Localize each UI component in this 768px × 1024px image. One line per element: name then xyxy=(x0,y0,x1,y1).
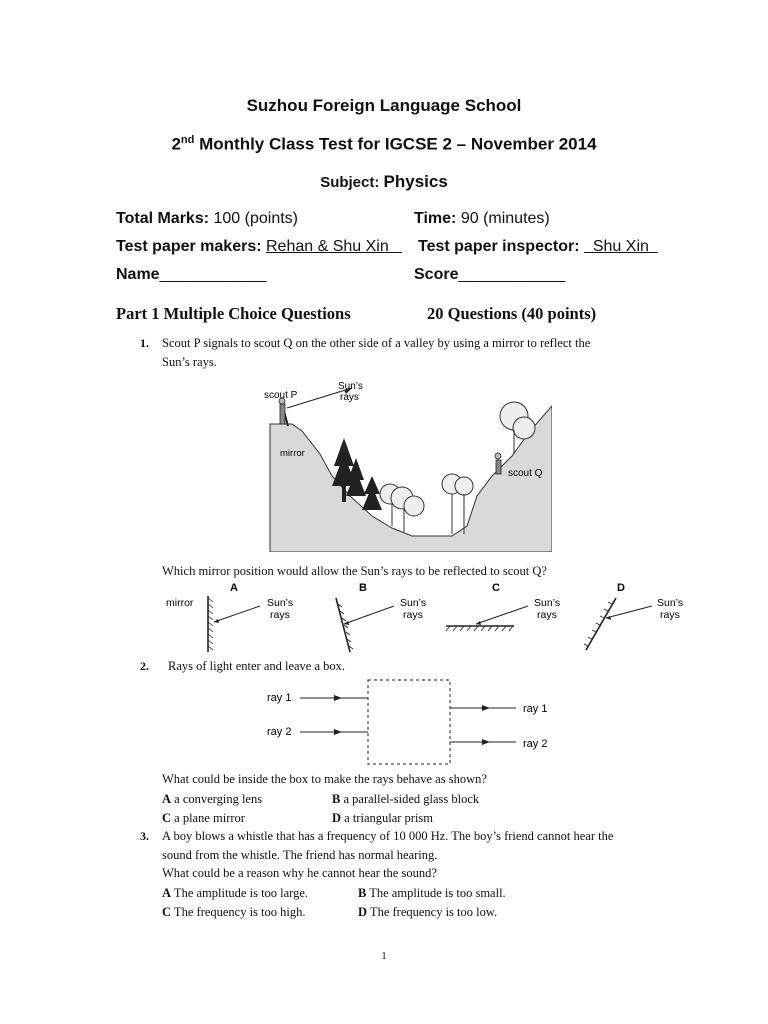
q3-option-d-letter: D xyxy=(358,905,368,919)
q2-ray1-out-label: ray 1 xyxy=(523,703,548,715)
score-label: Score xyxy=(414,266,459,283)
q1-question: Which mirror position would allow the Sun’s rays to be reflected to scout Q? xyxy=(162,564,547,578)
score-field xyxy=(414,266,565,284)
test-title xyxy=(0,134,768,155)
q2-option-d-letter: D xyxy=(332,811,342,825)
q2-ray2-out-label: ray 2 xyxy=(523,738,548,750)
q2-question: What could be inside the box to make the rays behave as shown? xyxy=(162,772,487,786)
time-value: 90 (minutes) xyxy=(460,210,550,227)
option-b-rays-line1: Sun’s xyxy=(400,597,427,609)
option-c-diagram xyxy=(446,597,560,631)
q3-option-b-letter: B xyxy=(358,886,367,900)
makers-value: Rehan & Shu Xin xyxy=(266,238,403,255)
option-b-diagram xyxy=(336,597,426,652)
total-marks-value: 100 (points) xyxy=(213,210,298,227)
test-paper-inspector xyxy=(418,238,658,256)
q2-option-c xyxy=(162,809,245,828)
inspector-label: Test paper inspector: xyxy=(418,238,584,255)
q2-text: Rays of light enter and leave a box. xyxy=(168,659,346,673)
option-d-diagram xyxy=(584,597,683,650)
q3-option-c xyxy=(162,903,306,922)
option-a-letter: A xyxy=(230,582,238,594)
q2-box-figure xyxy=(260,676,560,768)
part1-title: Part 1 Multiple Choice Questions xyxy=(116,304,351,323)
q3-option-d xyxy=(358,903,497,922)
part1-count: 20 Questions (40 points) xyxy=(427,304,597,323)
test-title-number: 2 xyxy=(171,134,181,154)
q3-text-line3: What could be a reason why he cannot hear the sound? xyxy=(162,866,437,880)
q3-option-c-letter: C xyxy=(162,905,172,919)
score-blank: ____________ xyxy=(458,266,566,283)
q2-option-a-text: a converging lens xyxy=(171,792,263,806)
q3-text-line1: A boy blows a whistle that has a frequency of 10 000 Hz. The boy’s friend cannot hear the xyxy=(162,829,614,843)
q2-number: 2. xyxy=(140,659,149,673)
subject-label: Subject: xyxy=(320,174,384,191)
time xyxy=(414,210,550,228)
scout-p-figure xyxy=(279,398,285,424)
scout-q-figure xyxy=(495,453,501,474)
q3-option-a-text: The amplitude is too large. xyxy=(171,886,309,900)
option-a-rays-line1: Sun’s xyxy=(267,597,294,609)
q2-ray2-in-label: ray 2 xyxy=(267,726,292,738)
subject-value: Physics xyxy=(383,172,448,191)
q2-option-c-text: a plane mirror xyxy=(171,811,245,825)
test-title-rest: Monthly Class Test for IGCSE 2 – November 2014 xyxy=(194,134,597,154)
q1-options-figure xyxy=(160,578,700,654)
q1-text-line2: Sun’s rays. xyxy=(162,355,217,369)
q1-number: 1. xyxy=(140,336,149,350)
q3-option-a xyxy=(162,884,308,903)
q3-option-b xyxy=(358,884,506,903)
label-rays: rays xyxy=(340,392,359,403)
q1-text-line1: Scout P signals to scout Q on the other side of a valley by using a mirror to reflect the xyxy=(162,336,591,350)
q3-option-c-text: The frequency is too high. xyxy=(171,905,306,919)
option-b-rays-line2: rays xyxy=(403,609,423,621)
option-a-rays-line2: rays xyxy=(270,609,290,621)
q3-option-b-text: The amplitude is too small. xyxy=(366,886,506,900)
option-c-letter: C xyxy=(492,582,500,594)
q1-valley-figure xyxy=(252,376,552,552)
option-d-letter: D xyxy=(617,582,625,594)
option-c-rays-line1: Sun’s xyxy=(534,597,561,609)
q2-option-b-letter: B xyxy=(332,792,341,806)
q3-option-d-text: The frequency is too low. xyxy=(367,905,498,919)
test-title-ordinal: nd xyxy=(180,134,195,146)
option-c-rays-line2: rays xyxy=(537,609,557,621)
label-mirror: mirror xyxy=(280,448,305,459)
label-suns: Sun’s xyxy=(338,381,363,392)
time-label: Time: xyxy=(414,210,461,227)
q2-option-d xyxy=(332,809,433,828)
label-scout-q: scout Q xyxy=(508,468,543,479)
option-a-mirror-label: mirror xyxy=(166,597,194,609)
total-marks xyxy=(116,210,298,228)
option-d-rays-line1: Sun’s xyxy=(657,597,684,609)
q3-text-line2: sound from the whistle. The friend has normal hearing. xyxy=(162,848,438,862)
test-paper-makers xyxy=(116,238,402,256)
name-field xyxy=(116,266,266,284)
q2-ray1-in-label: ray 1 xyxy=(267,692,292,704)
total-marks-label: Total Marks: xyxy=(116,210,214,227)
option-b-letter: B xyxy=(359,582,367,594)
name-label: Name xyxy=(116,266,160,283)
q2-option-b xyxy=(332,790,479,809)
page-number: 1 xyxy=(381,950,387,962)
name-blank: ____________ xyxy=(159,266,267,283)
q2-option-d-text: a triangular prism xyxy=(341,811,434,825)
makers-label: Test paper makers: xyxy=(116,238,266,255)
q3-number: 3. xyxy=(140,829,149,843)
q2-option-a xyxy=(162,790,262,809)
school-title: Suzhou Foreign Language School xyxy=(246,96,522,115)
q2-option-c-letter: C xyxy=(162,811,172,825)
option-d-rays-line2: rays xyxy=(660,609,680,621)
subject-line xyxy=(0,172,768,192)
q2-option-b-text: a parallel-sided glass block xyxy=(340,792,480,806)
q3-option-a-letter: A xyxy=(162,886,172,900)
q2-option-a-letter: A xyxy=(162,792,172,806)
option-a-diagram xyxy=(166,596,293,652)
label-scout-p: scout P xyxy=(264,390,298,401)
inspector-value: Shu Xin xyxy=(583,238,658,255)
